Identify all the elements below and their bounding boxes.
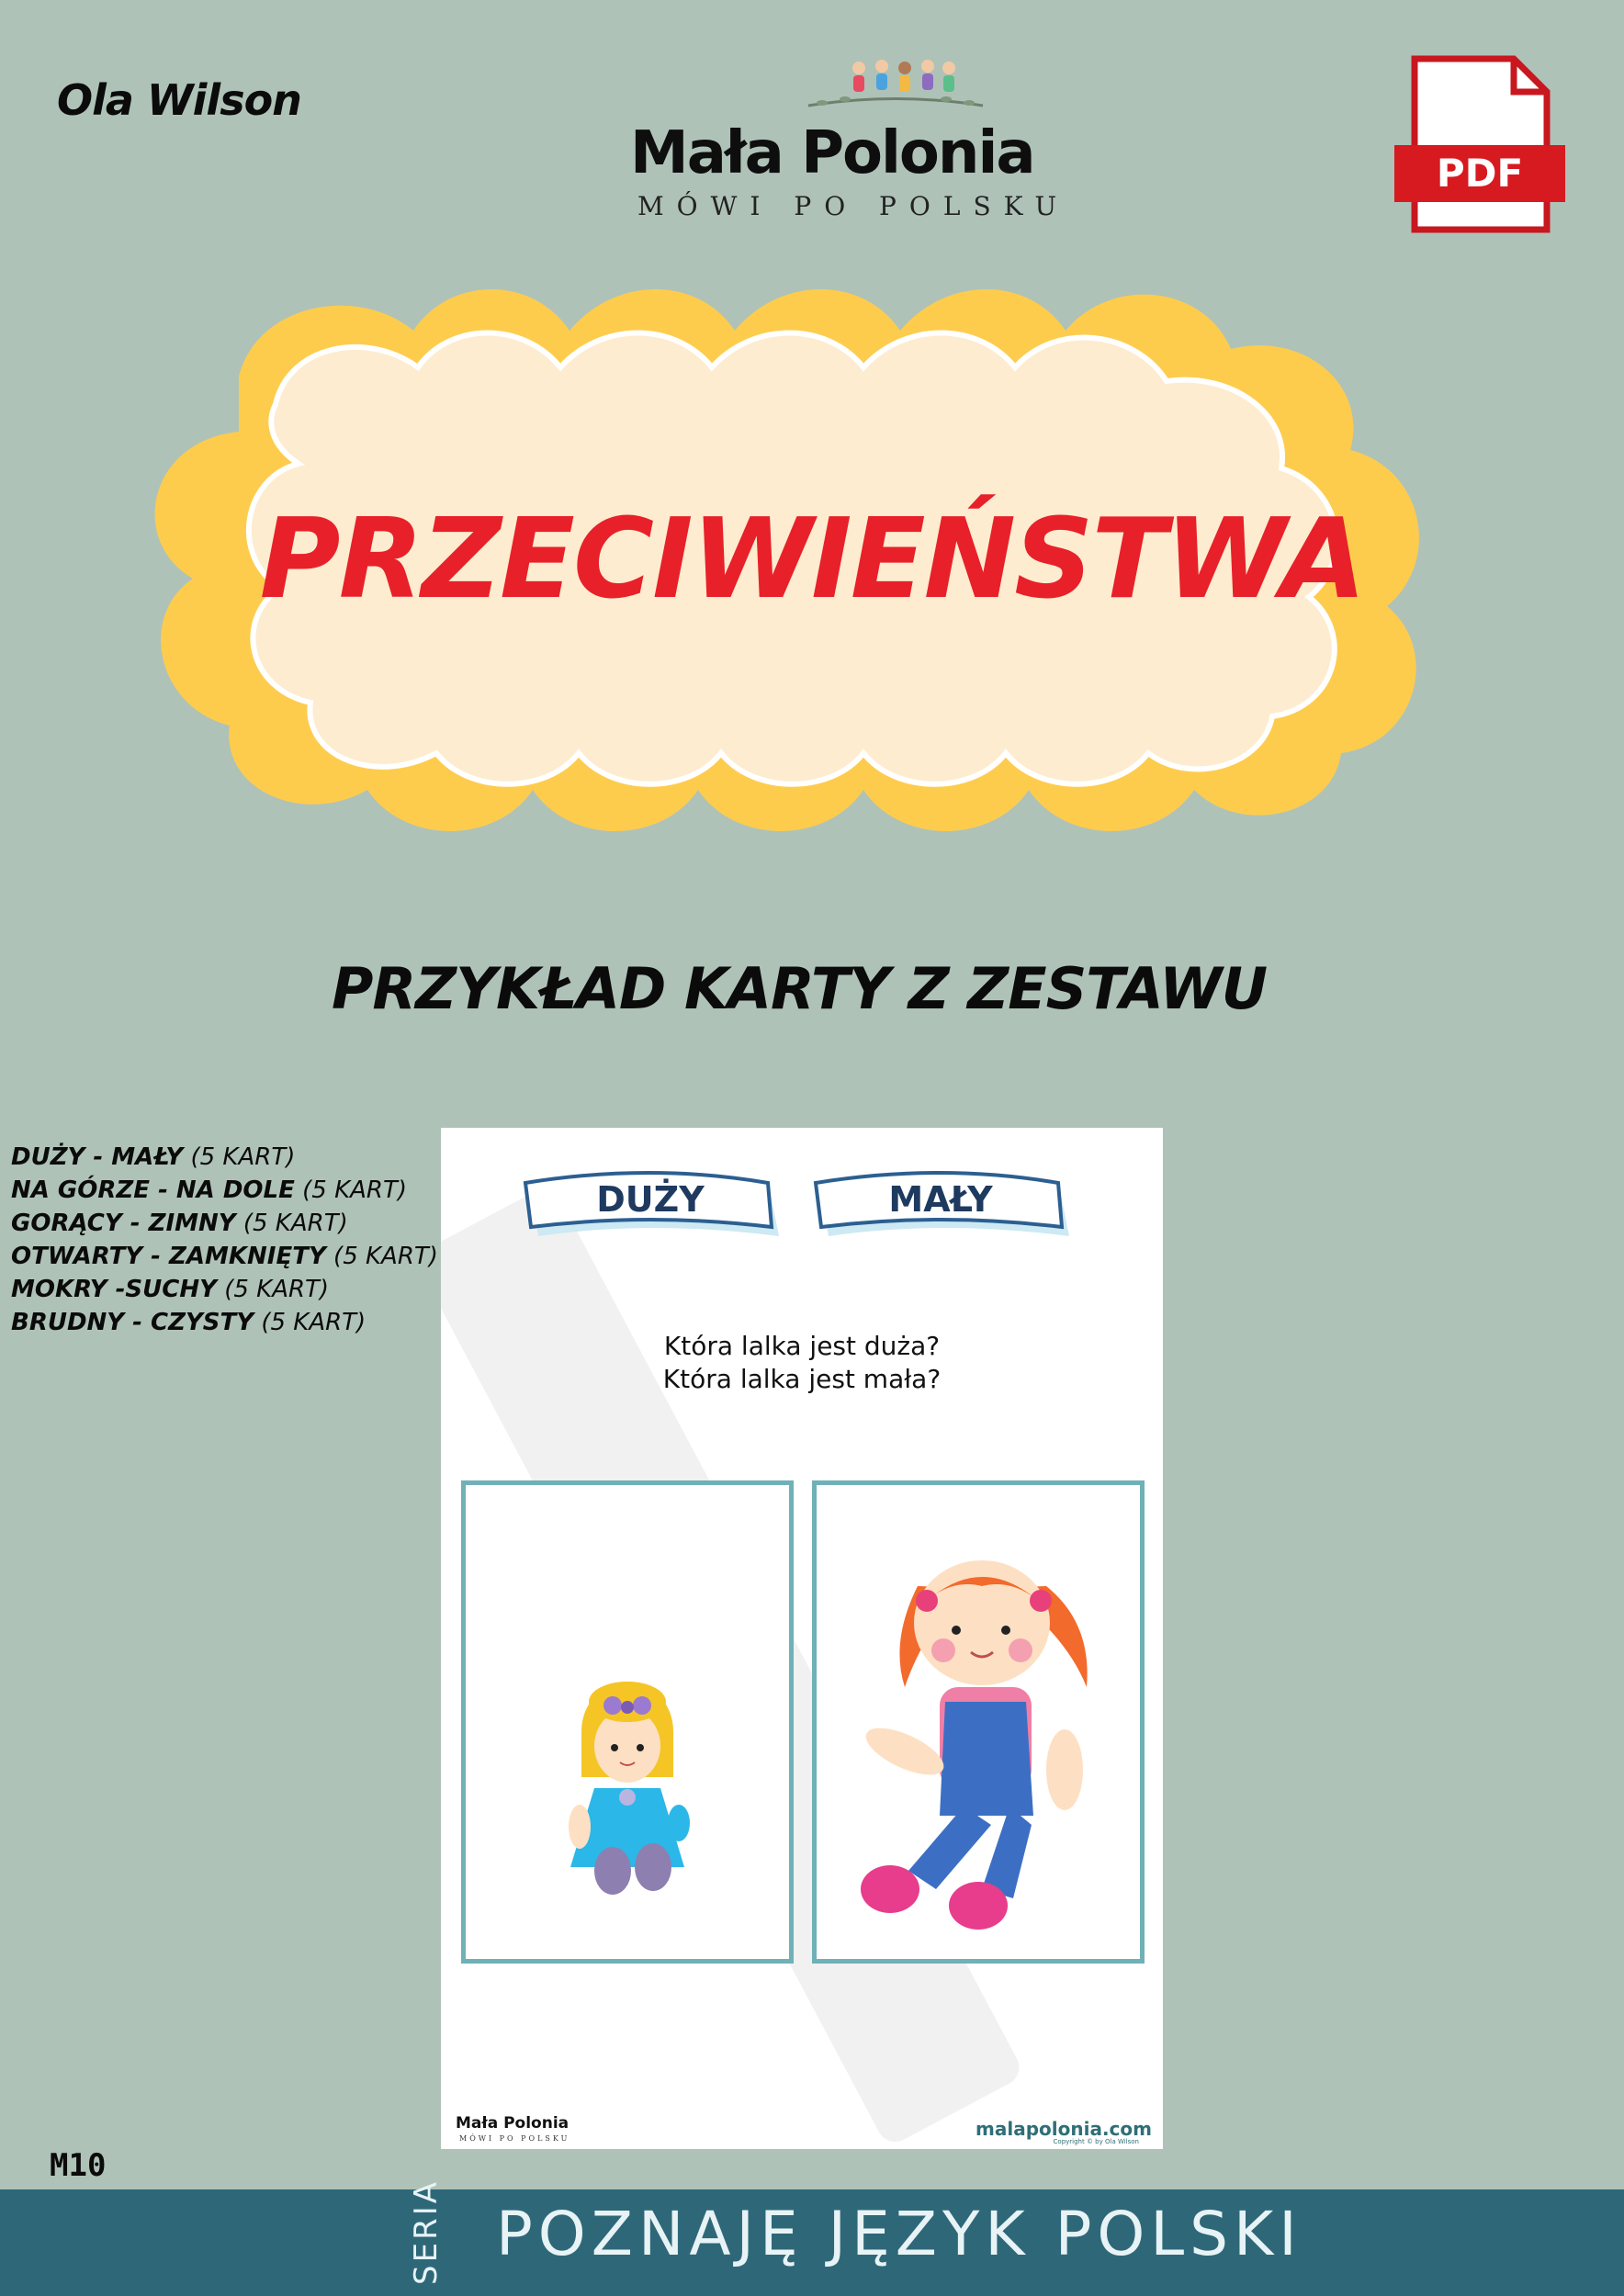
question-2: Która lalka jest mała?	[662, 1364, 942, 1394]
card-logo-subtitle: MÓWI PO POLSKU	[459, 2134, 570, 2143]
list-item: MOKRY -SUCHY (5 KART)	[11, 1276, 330, 1303]
pdf-file-icon	[1394, 55, 1569, 239]
list-item: GORĄCY - ZIMNY (5 KART)	[11, 1210, 348, 1237]
picture-frame-right	[812, 1480, 1145, 1964]
label-maly	[812, 1159, 1078, 1251]
label-duzy-text: DUŻY	[596, 1179, 705, 1220]
sets-list	[11, 1141, 438, 1339]
question-text	[441, 1330, 1163, 1396]
card-website: malapolonia.com	[976, 2118, 1152, 2140]
big-doll-icon	[817, 1485, 1140, 1959]
main-title: PRZECIWIEŃSTWA	[259, 496, 1365, 624]
product-code: M10	[50, 2147, 107, 2184]
mala-polonia-logo	[625, 55, 1070, 230]
pdf-label: PDF	[1394, 145, 1565, 202]
example-card	[441, 1128, 1163, 2149]
kids-garland-icon	[804, 55, 987, 119]
list-item: BRUDNY - CZYSTY (5 KART)	[11, 1309, 367, 1336]
card-copyright: Copyright © by Ola Wilson	[1053, 2138, 1139, 2145]
label-maly-text: MAŁY	[888, 1179, 993, 1220]
picture-frame-left	[461, 1480, 794, 1964]
question-1: Która lalka jest duża?	[663, 1331, 941, 1361]
list-item: NA GÓRZE - NA DOLE (5 KART)	[11, 1176, 408, 1204]
author-name: Ola Wilson	[57, 75, 301, 125]
label-duzy	[522, 1159, 788, 1251]
card-logo-name: Mała Polonia	[456, 2114, 570, 2133]
small-doll-icon	[466, 1485, 789, 1959]
subtitle: PRZYKŁAD KARTY Z ZESTAWU	[331, 955, 1268, 1022]
series-label: SERIA	[408, 2179, 445, 2285]
logo-subtitle: MÓWI PO POLSKU	[637, 191, 1070, 221]
list-item: OTWARTY - ZAMKNIĘTY (5 KART)	[11, 1243, 438, 1270]
card-logo	[454, 2098, 573, 2144]
list-item: DUŻY - MAŁY (5 KART)	[11, 1143, 296, 1171]
series-name: POZNAJĘ JĘZYK POLSKI	[496, 2199, 1303, 2269]
logo-name: Mała Polonia	[630, 119, 1034, 187]
